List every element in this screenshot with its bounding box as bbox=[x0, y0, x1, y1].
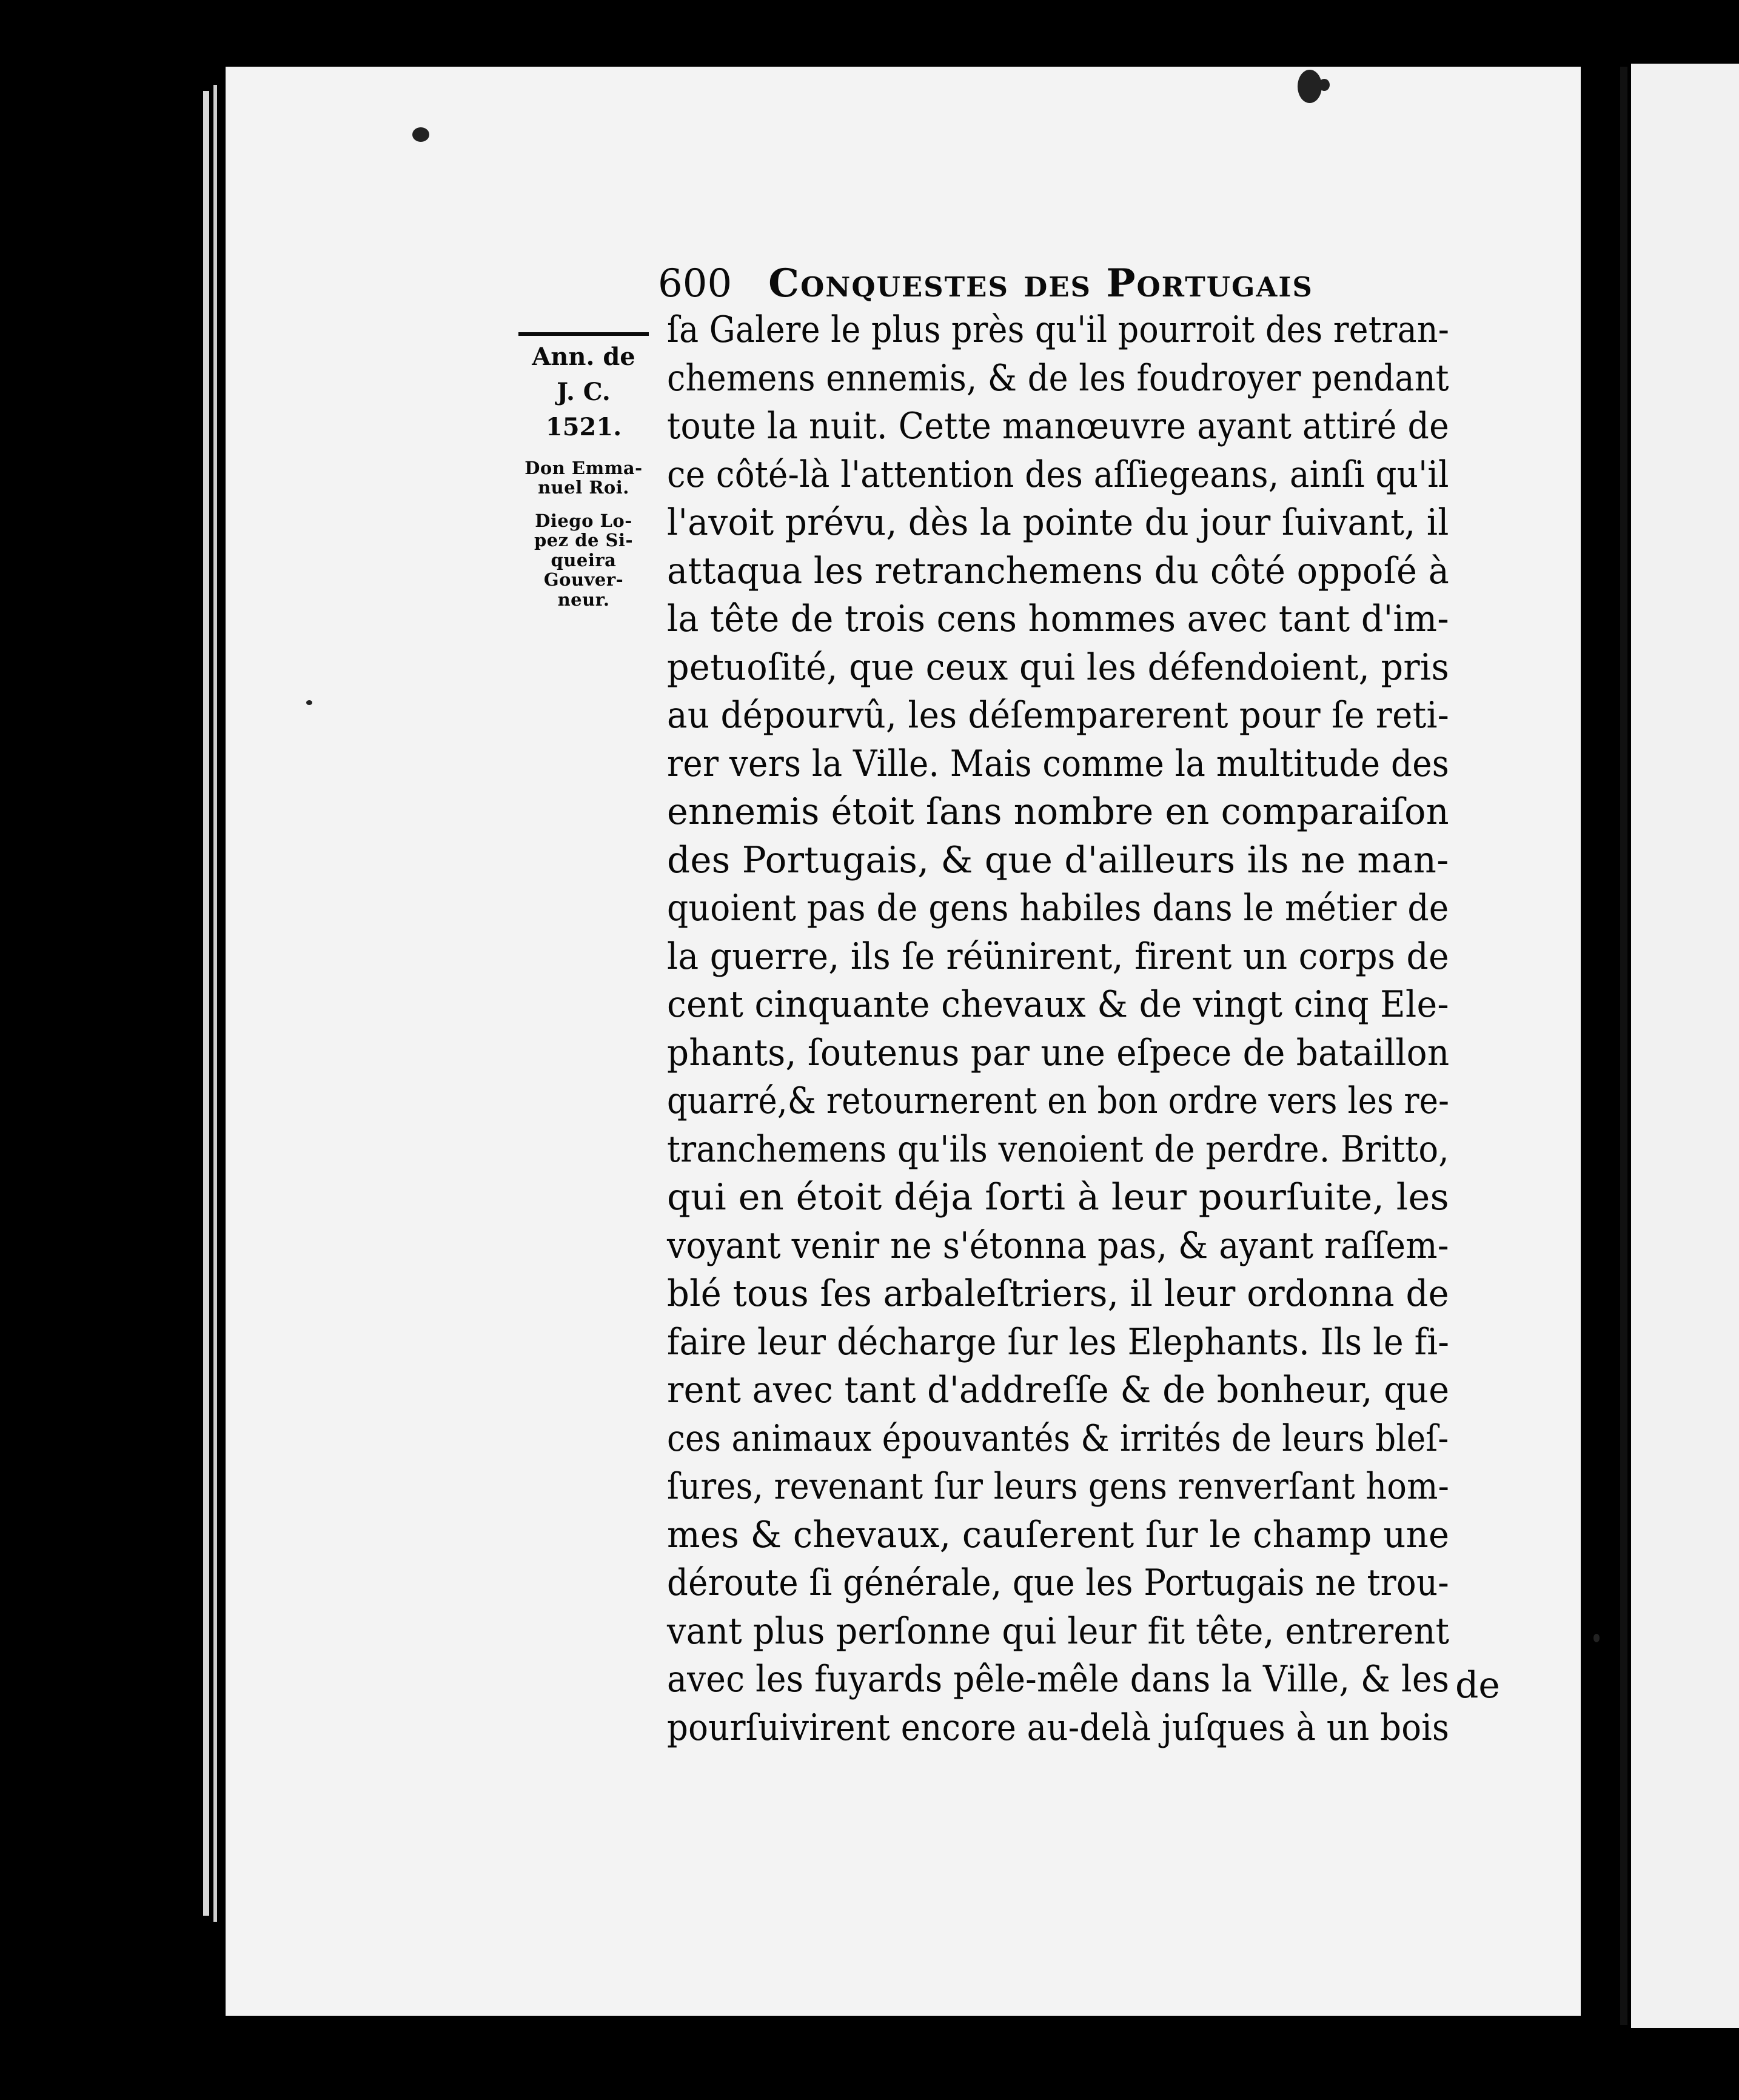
text-line: blé tous ſes arbaleſtriers, il leur ordonna de bbox=[667, 1272, 1449, 1315]
page-edge-stack-inner bbox=[213, 85, 217, 1922]
text-line: phants, ſoutenus par une eſpece de bataillon bbox=[667, 1031, 1450, 1074]
running-title: Conquestes des Portugais bbox=[768, 261, 1313, 306]
marginal-note-governor bbox=[515, 511, 652, 609]
text-line: des Portugais, & que d'ailleurs ils ne man- bbox=[667, 838, 1449, 881]
marginal-note-line: Gouver- bbox=[543, 569, 624, 590]
body-text bbox=[667, 306, 1449, 1752]
text-line: avec les fuyards pêle-mêle dans la Ville, & les bbox=[667, 1658, 1450, 1700]
marginal-note-line: Ann. de bbox=[532, 343, 635, 371]
text-line: vant plus perſonne qui leur fit tête, entrerent bbox=[667, 1610, 1450, 1653]
ink-speck bbox=[1593, 1634, 1600, 1642]
text-line: voyant venir ne s'étonna pas, & ayant raſſem- bbox=[667, 1224, 1449, 1267]
text-line: au dépourvû, les déſemparerent pour ſe reti- bbox=[667, 694, 1450, 737]
marginal-note-king bbox=[515, 458, 652, 498]
text-line: ſa Galere le plus près qu'il pourroit des retran- bbox=[667, 309, 1450, 351]
marginal-note-line: 1521. bbox=[545, 413, 622, 441]
text-line: l'avoit prévu, dès la pointe du jour ſuivant, il bbox=[667, 501, 1449, 544]
text-line: petuoſité, que ceux qui les défendoient, pris bbox=[667, 646, 1450, 689]
marginal-note-line: queira bbox=[551, 549, 617, 570]
text-line: qui en étoit déja ſorti à leur pourſuite, les bbox=[667, 1176, 1449, 1219]
facing-page-edge bbox=[1631, 64, 1739, 2028]
text-line: la tête de trois cens hommes avec tant d'im- bbox=[667, 598, 1449, 640]
text-line: attaqua les retranchemens du côté oppoſé à bbox=[667, 549, 1450, 592]
ink-speck bbox=[412, 127, 429, 142]
marginal-note-line: Don Emma- bbox=[524, 458, 643, 478]
text-line: tranchemens qu'ils venoient de perdre. Britto, bbox=[667, 1128, 1449, 1171]
marginal-rule bbox=[518, 332, 649, 336]
text-line: toute la nuit. Cette manœuvre ayant attiré de bbox=[667, 405, 1450, 447]
marginal-note-line: J. C. bbox=[557, 378, 611, 406]
text-line: ces animaux épouvantés & irrités de leurs bleſ- bbox=[667, 1417, 1449, 1460]
marginal-notes bbox=[515, 339, 652, 623]
text-line: ennemis étoit ſans nombre en comparaiſon bbox=[667, 791, 1449, 833]
text-line: déroute ſi générale, que les Portugais ne trou- bbox=[667, 1562, 1449, 1604]
text-line: ce côté-là l'attention des aſſiegeans, ainſi qu'il bbox=[667, 453, 1449, 496]
ink-speck bbox=[1319, 79, 1330, 91]
text-line: pourſuivirent encore au-delà juſques à un bois bbox=[667, 1706, 1450, 1749]
marginal-note-line: nuel Roi. bbox=[538, 477, 629, 498]
text-line: quoient pas de gens habiles dans le métier de bbox=[667, 887, 1449, 929]
text-line: faire leur décharge ſur les Elephants. Ils le fi- bbox=[667, 1320, 1450, 1363]
text-line: chemens ennemis, & de les foudroyer pendant bbox=[667, 356, 1449, 400]
marginal-note-line: pez de Si- bbox=[534, 530, 634, 551]
marginal-note-line: neur. bbox=[557, 589, 610, 610]
text-line: rer vers la Ville. Mais comme la multitude des bbox=[667, 742, 1450, 785]
text-line: quarré,& retournerent en bon ordre vers les re- bbox=[667, 1080, 1450, 1122]
gutter-shadow bbox=[1620, 67, 1627, 2025]
marginal-note-year bbox=[515, 339, 652, 445]
text-line: mes & chevaux, cauſerent ſur le champ une bbox=[667, 1513, 1450, 1556]
page-edge-stack bbox=[203, 91, 209, 1916]
catchword: de bbox=[1455, 1664, 1500, 1707]
ink-speck bbox=[1298, 70, 1322, 103]
text-line: cent cinquante chevaux & de vingt cinq Ele- bbox=[667, 983, 1449, 1026]
ink-speck bbox=[306, 700, 312, 705]
page-number: 600 bbox=[658, 261, 732, 306]
marginal-note-line: Diego Lo- bbox=[535, 510, 632, 531]
text-line: la guerre, ils ſe réünirent, firent un corps de bbox=[667, 935, 1449, 978]
text-line: ſures, revenant ſur leurs gens renverſant hom- bbox=[667, 1465, 1450, 1508]
text-line: rent avec tant d'addreſſe & de bonheur, que bbox=[667, 1369, 1450, 1411]
running-head bbox=[658, 233, 1337, 306]
